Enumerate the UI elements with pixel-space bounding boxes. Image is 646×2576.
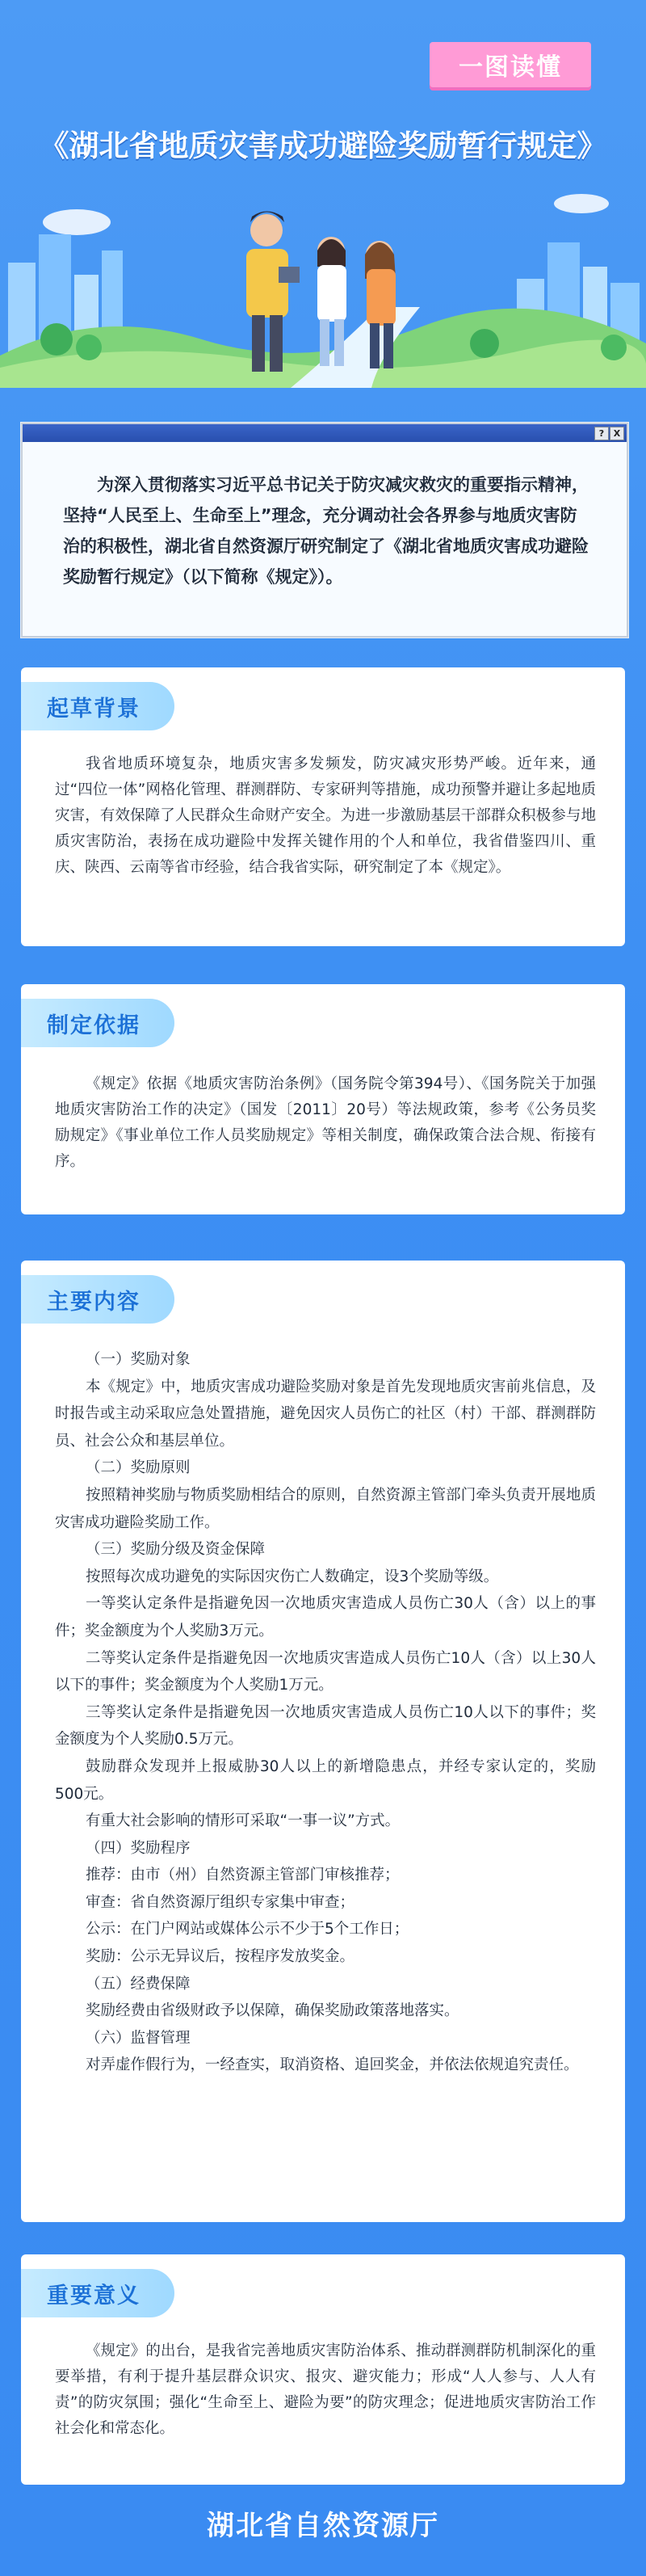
paragraph: 我省地质环境复杂，地质灾害多发频发，防灾减灾形势严峻。近年来，通过“四位一体”网格化管理、群测群防、专家研判等措施，成功预警并避让多起地质灾害，有效保障了人民群众生命财产安全。为进一步激励基层干部群众积极参与地质灾害防治，表扬在成功避险中发挥关键作用的个人和单位，我省借鉴四川、重庆、陕西、云南等省市经验，结合我省实际，研究制定了本《规定》。: [55, 756, 596, 876]
content-line: （一）奖励对象: [86, 1351, 191, 1368]
content-line: （二）奖励原则: [86, 1459, 191, 1477]
intro-window: [21, 423, 628, 638]
content-line: 按照每次成功避免的实际因灾伤亡人数确定，设3个奖励等级。: [86, 1568, 499, 1585]
badge-one-picture: 一图读懂: [430, 42, 591, 87]
section-content: [21, 1261, 625, 2222]
content-line: 本《规定》中，地质灾害成功避险奖励对象是首先发现地质灾害前兆信息，及时报告或主动采取应急处置措施，避免因灾人员伤亡的社区（村）干部、群测群防员、社会公众和基层单位。: [55, 1378, 596, 1450]
section-title-basis: 制定依据: [21, 999, 174, 1047]
content-line: 审查：省自然资源厅组织专家集中审查；: [86, 1893, 355, 1911]
content-line: （三）奖励分级及资金保障: [86, 1541, 266, 1559]
footer-organization: 湖北省自然资源厅: [207, 2510, 439, 2542]
figure-man: [246, 212, 300, 373]
paragraph: 《规定》的出台，是我省完善地质灾害防治体系、推动群测群防机制深化的重要举措，有利于提升基层群众识灾、报灾、避灾能力；形成“人人参与、人人有责”的防灾氛围；强化“生命至上、避险为要”的防灾理念；促进地质灾害防治工作社会化和常态化。: [55, 2342, 596, 2437]
content-line: 鼓励群众发现并上报威胁30人以上的新增隐患点，并经专家认定的，奖励500元。: [55, 1757, 596, 1803]
content-line: 奖励：公示无异议后，按程序发放奖金。: [86, 1948, 355, 1966]
content-line: 公示：在门户网站或媒体公示不少于5个工作日；: [86, 1921, 409, 1938]
section-title-background: 起草背景: [21, 682, 174, 730]
page-title: 《湖北省地质灾害成功避险奖励暂行规定》: [39, 128, 607, 163]
content-line: （六）监督管理: [86, 2029, 191, 2047]
content-line: （四）奖励程序: [86, 1839, 191, 1857]
close-icon[interactable]: X: [610, 427, 624, 440]
help-icon[interactable]: ?: [594, 427, 609, 440]
content-line: 二等奖认定条件是指避免因一次地质灾害造成人员伤亡10人（含）以上30人以下的事件；奖金额度为个人奖励1万元。: [55, 1649, 596, 1694]
section-background-body: [55, 751, 596, 881]
section-significance: [21, 2254, 625, 2485]
section-basis-body: [55, 1071, 596, 1175]
section-title-content: 主要内容: [21, 1275, 174, 1324]
content-line: 奖励经费由省级财政予以保障，确保奖励政策落地落实。: [86, 2002, 459, 2020]
content-line: （五）经费保障: [86, 1975, 191, 1993]
content-line: 一等奖认定条件是指避免因一次地质灾害造成人员伤亡30人（含）以上的事件；奖金额度为个人奖励3万元。: [55, 1595, 596, 1639]
paragraph: 《规定》依据《地质灾害防治条例》（国务院令第394号）、《国务院关于加强地质灾害防治工作的决定》（国发〔2011〕20号）等法规政策，参考《公务员奖励规定》《事业单位工作人员奖励规定》等相关制度，确保政策合法合规、衔接有序。: [55, 1075, 596, 1170]
content-line: 对弄虚作假行为，一经查实，取消资格、追回奖金，并依法依规追究责任。: [86, 2056, 579, 2074]
section-title-significance: 重要意义: [21, 2269, 174, 2317]
content-line: 三等奖认定条件是指避免因一次地质灾害造成人员伤亡10人以下的事件；奖金额度为个人奖励0.5万元。: [55, 1703, 596, 1749]
section-content-body: [55, 1346, 596, 2079]
hero-illustration: [0, 186, 646, 388]
window-titlebar: [23, 424, 627, 442]
content-line: 推荐：由市（州）自然资源主管部门审核推荐；: [86, 1867, 400, 1884]
figure-woman-center: [317, 237, 346, 366]
intro-text: 为深入贯彻落实习近平总书记关于防灾减灾救灾的重要指示精神，坚持“人民至上、生命至上”理念，充分调动社会各界参与地质灾害防治的积极性，湖北省自然资源厅研究制定了《湖北省地质灾害成功避险奖励暂行规定》（以下简称《规定》）。: [63, 475, 589, 587]
section-basis: [21, 984, 625, 1214]
content-line: 按照精神奖励与物质奖励相结合的原则，自然资源主管部门牵头负责开展地质灾害成功避险奖励工作。: [55, 1486, 596, 1531]
section-significance-body: [55, 2338, 596, 2442]
section-background: [21, 667, 625, 946]
content-line: 有重大社会影响的情形可采取“一事一议”方式。: [86, 1812, 401, 1830]
